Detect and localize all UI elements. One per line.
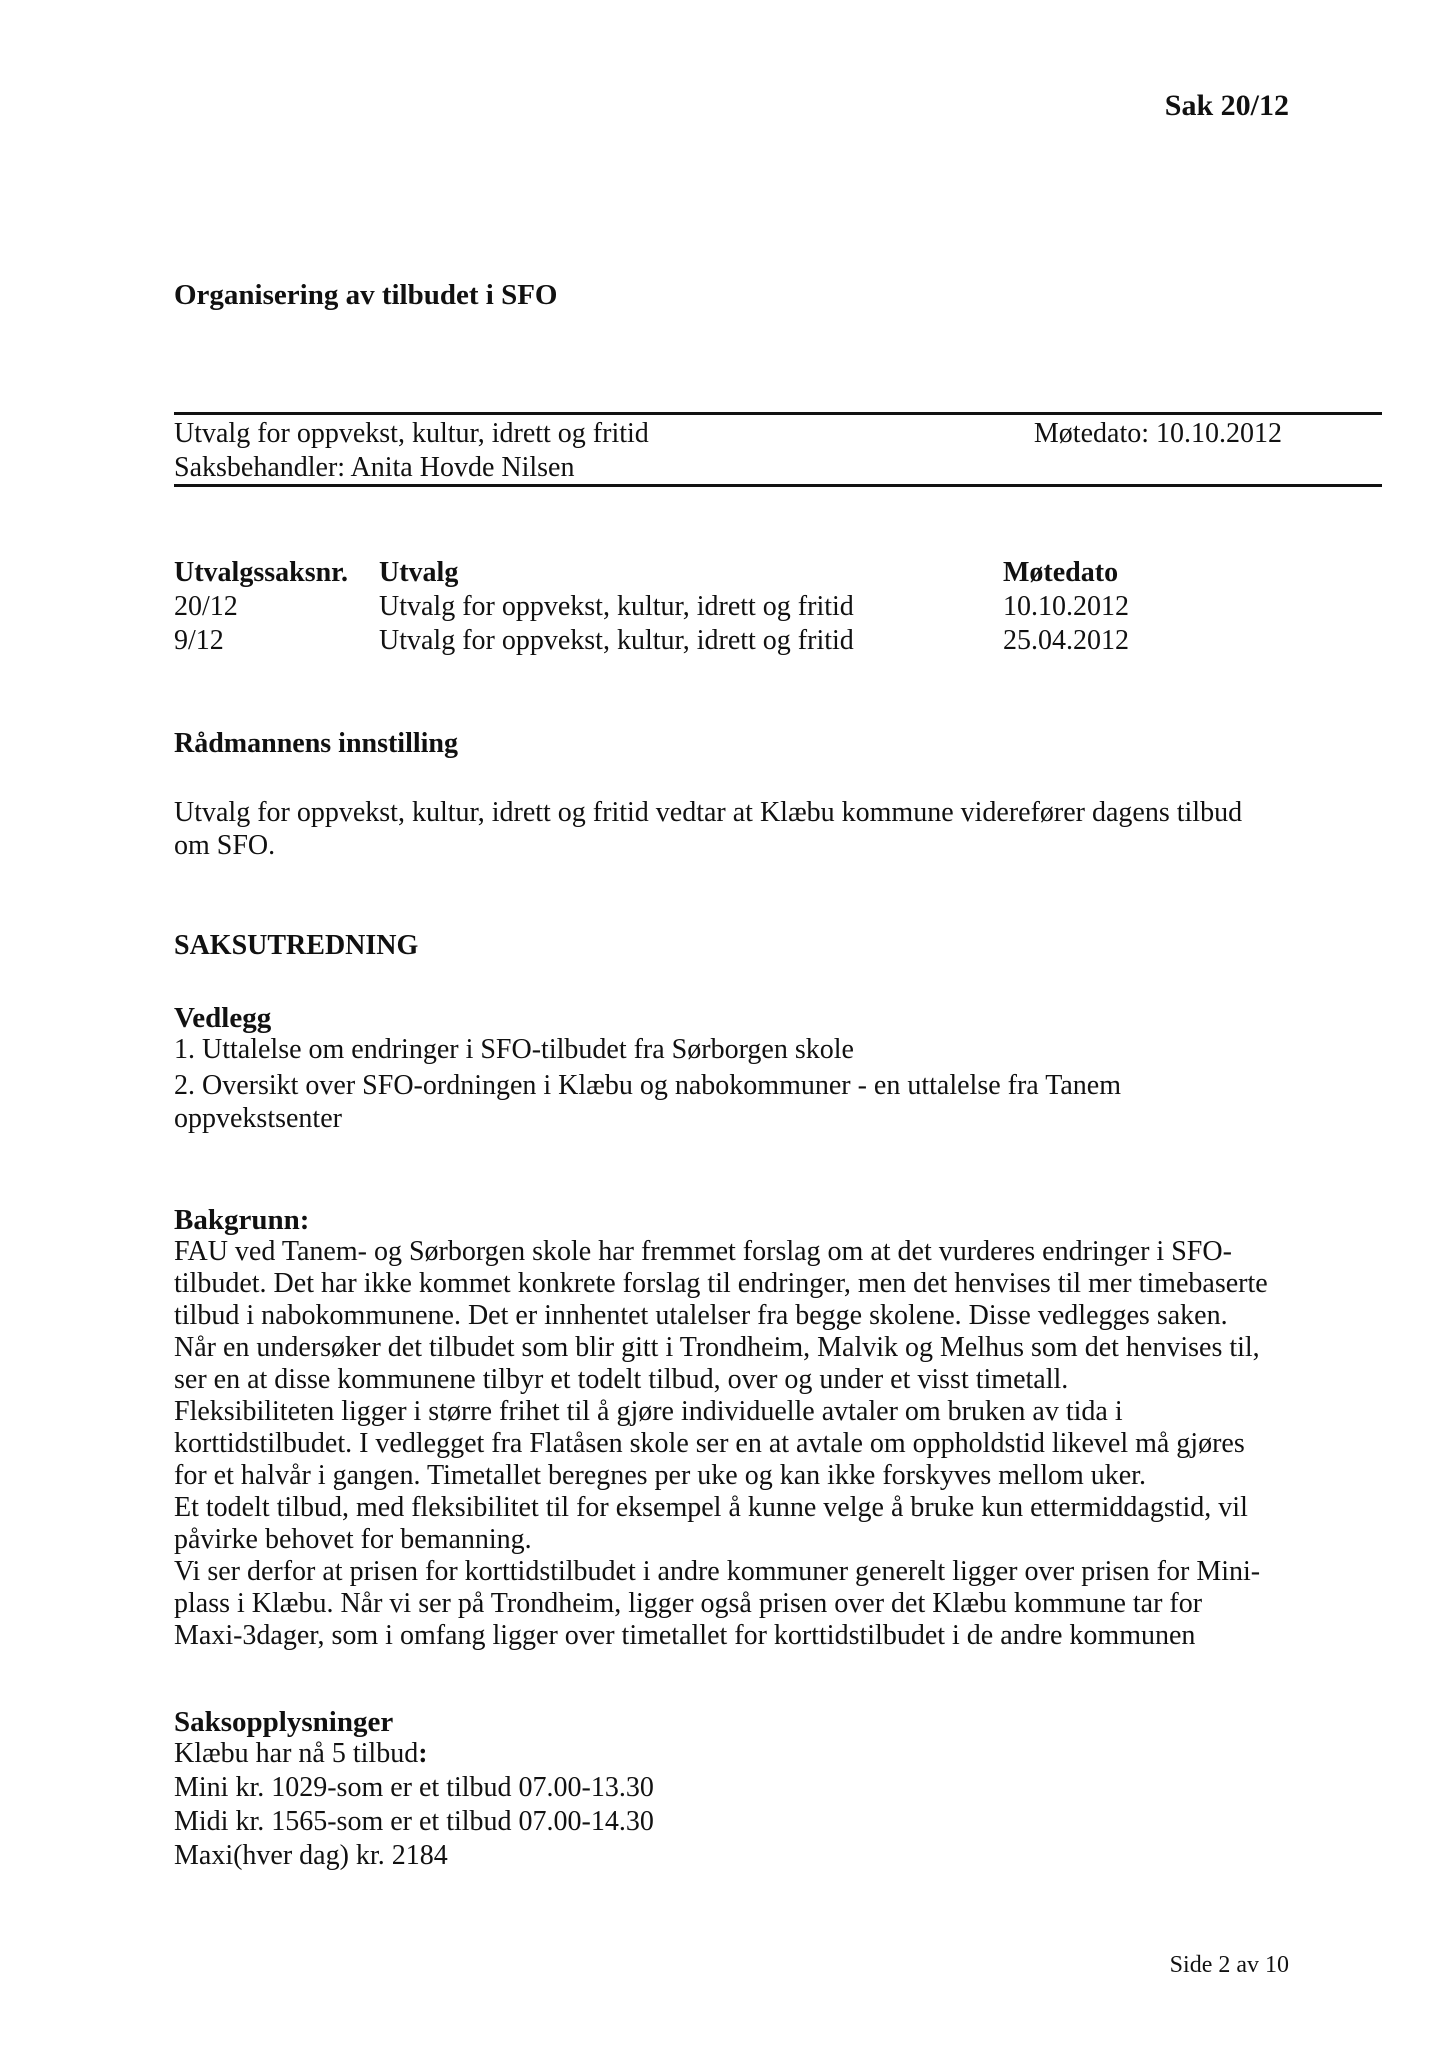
attachments-heading: Vedlegg bbox=[174, 1002, 272, 1034]
case-officer: Saksbehandler: Anita Hovde Nilsen bbox=[174, 452, 575, 483]
background-line: ser en at disse kommunene tilbyr et todelt tilbud, over og under et visst timetall. bbox=[174, 1364, 1069, 1395]
background-line: tilbudet. Det har ikke kommet konkrete forslag til endringer, men det henvises til mer timebaserte bbox=[174, 1268, 1268, 1299]
offer-line: Maxi(hver dag) kr. 2184 bbox=[174, 1840, 448, 1871]
background-line: FAU ved Tanem- og Sørborgen skole har fremmet forslag om at det vurderes endringer i SFO- bbox=[174, 1236, 1232, 1267]
attachment-item: oppvekstsenter bbox=[174, 1103, 342, 1134]
background-line: for et halvår i gangen. Timetallet beregnes per uke og kan ikke forskyves mellom uker. bbox=[174, 1460, 1146, 1491]
table-cell: 25.04.2012 bbox=[1003, 625, 1129, 656]
table-cell: Utvalg for oppvekst, kultur, idrett og fritid bbox=[379, 625, 854, 656]
background-line: Når en undersøker det tilbudet som blir gitt i Trondheim, Malvik og Melhus som det henvises til, bbox=[174, 1332, 1260, 1363]
attachment-item: 1. Uttalelse om endringer i SFO-tilbudet fra Sørborgen skole bbox=[174, 1034, 854, 1065]
section-heading-saksutredning: SAKSUTREDNING bbox=[174, 930, 419, 961]
case-info-intro bbox=[174, 1737, 428, 1771]
top-rule bbox=[174, 412, 1382, 415]
col-header-committee: Utvalg bbox=[379, 557, 459, 588]
col-header-meeting-date: Møtedato bbox=[1003, 557, 1119, 588]
offer-line: Midi kr. 1565-som er et tilbud 07.00-14.30 bbox=[174, 1806, 654, 1837]
recommendation-line: Utvalg for oppvekst, kultur, idrett og fritid vedtar at Klæbu kommune viderefører dagens tilbud bbox=[174, 797, 1243, 828]
background-line: plass i Klæbu. Når vi ser på Trondheim, ligger også prisen over det Klæbu kommune tar for bbox=[174, 1588, 1203, 1619]
case-info-intro-colon: : bbox=[418, 1738, 428, 1769]
recommendation-line: om SFO. bbox=[174, 830, 276, 861]
background-line: påvirke behovet for bemanning. bbox=[174, 1524, 532, 1555]
offer-line: Mini kr. 1029-som er et tilbud 07.00-13.30 bbox=[174, 1772, 654, 1803]
page-number: Side 2 av 10 bbox=[1169, 1952, 1289, 1978]
case-reference: Sak 20/12 bbox=[1164, 89, 1289, 122]
attachment-item: 2. Oversikt over SFO-ordningen i Klæbu og nabokommuner - en uttalelse fra Tanem bbox=[174, 1070, 1121, 1101]
case-info-heading: Saksopplysninger bbox=[174, 1706, 394, 1738]
case-info-intro-text: Klæbu har nå 5 tilbud bbox=[174, 1738, 419, 1769]
meeting-date: Møtedato: 10.10.2012 bbox=[1033, 418, 1282, 449]
background-line: Et todelt tilbud, med fleksibilitet til for eksempel å kunne velge å bruke kun ettermiddagstid, vil bbox=[174, 1492, 1248, 1523]
background-line: Vi ser derfor at prisen for korttidstilbudet i andre kommuner generelt ligger over prisen for Mini- bbox=[174, 1556, 1261, 1587]
background-heading: Bakgrunn: bbox=[174, 1204, 310, 1236]
table-cell: 20/12 bbox=[174, 591, 238, 622]
background-line: Fleksibiliteten ligger i større frihet til å gjøre individuelle avtaler om bruken av tida i bbox=[174, 1396, 1123, 1427]
table-cell: 10.10.2012 bbox=[1003, 591, 1129, 622]
committee-name: Utvalg for oppvekst, kultur, idrett og fritid bbox=[174, 418, 649, 449]
recommendation-heading: Rådmannens innstilling bbox=[174, 728, 458, 759]
bottom-rule bbox=[174, 484, 1382, 487]
table-cell: 9/12 bbox=[174, 625, 224, 656]
col-header-case-number: Utvalgssaksnr. bbox=[174, 557, 349, 588]
document-title: Organisering av tilbudet i SFO bbox=[174, 279, 558, 311]
background-line: tilbud i nabokommunene. Det er innhentet utalelser fra begge skolene. Disse vedlegges saken. bbox=[174, 1300, 1228, 1331]
background-line: korttidstilbudet. I vedlegget fra Flatåsen skole ser en at avtale om oppholdstid likevel må gjøres bbox=[174, 1428, 1245, 1459]
table-cell: Utvalg for oppvekst, kultur, idrett og fritid bbox=[379, 591, 854, 622]
background-line: Maxi-3dager, som i omfang ligger over timetallet for korttidstilbudet i de andre kommunen bbox=[174, 1620, 1196, 1651]
